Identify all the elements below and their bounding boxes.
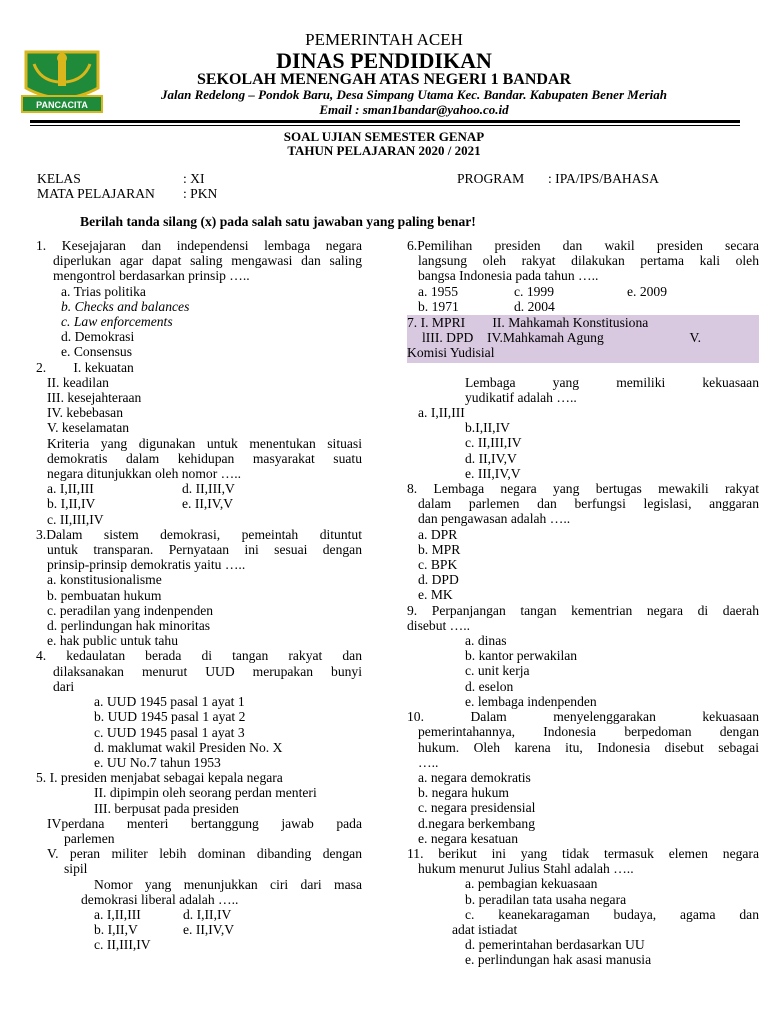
q3-text-2: untuk transparan. Pernyataan ini sesuai dengan xyxy=(47,542,362,558)
q5-item-i: 5. I. presiden menjabat sebagai kepala negara xyxy=(36,770,283,786)
q10-option-c: c. negara presidensial xyxy=(418,800,536,816)
kelas-label: KELAS xyxy=(37,171,81,186)
q11-text-2: hukum menurut Julius Stahl adalah ….. xyxy=(418,861,634,877)
q1-text-2: diperlukan agar dapat saling mengawasi dan saling xyxy=(53,253,362,269)
q4-option-e: e. UU No.7 tahun 1953 xyxy=(94,754,221,770)
q7-option-e: e. III,IV,V xyxy=(465,465,521,481)
q2-option-c: c. II,III,IV xyxy=(47,511,104,527)
q10-option-e: e. negara kesatuan xyxy=(418,830,519,846)
program-label: PROGRAM xyxy=(457,171,525,186)
program-value: : IPA/IPS/BAHASA xyxy=(548,171,659,186)
kelas-value: : XI xyxy=(183,171,205,186)
header-divider-thick xyxy=(30,120,740,123)
header-address: Jalan Redelong – Pondok Baru, Desa Simpang Utama Kec. Bandar. Kabupaten Bener Meriah xyxy=(161,87,667,102)
q3-option-e: e. hak public untuk tahu xyxy=(47,633,178,649)
header-email: Email : sman1bandar@yahoo.co.id xyxy=(319,102,509,117)
header-line-government: PEMERINTAH ACEH xyxy=(305,30,463,49)
q1-option-e: e. Consensus xyxy=(61,344,132,360)
header-divider-thin xyxy=(30,125,740,126)
q2-text-2: demokratis dalam kehidupan masyarakat suatu xyxy=(47,450,362,466)
q9-option-a: a. dinas xyxy=(465,633,507,649)
q4-option-a: a. UUD 1945 pasal 1 ayat 1 xyxy=(94,694,245,710)
q2-item-iii: III. kesejahteraan xyxy=(47,390,142,406)
q2-item-v: V. keselamatan xyxy=(47,420,130,436)
q7-option-a: a. I,II,III xyxy=(418,405,465,421)
q11-option-b: b. peradilan tata usaha negara xyxy=(465,891,627,907)
q3-text-1: 3.Dalam sistem demokrasi, pemeintah dituntut xyxy=(36,526,362,542)
exam-title: SOAL UJIAN SEMESTER GENAP xyxy=(283,129,485,144)
q10-text-2: pemerintahannya, Indonesia berpedoman dengan xyxy=(418,724,759,740)
q5-item-ii: II. dipimpin oleh seorang perdan menteri xyxy=(94,785,317,801)
q5-item-v-2: sipil xyxy=(64,861,88,877)
q3-option-a: a. konstitusionalisme xyxy=(47,572,162,588)
q2-option-e: e. II,IV,V xyxy=(182,496,234,512)
q6-text-2: langsung oleh rakyat dilakukan pertama kali oleh xyxy=(418,253,759,269)
q4-text-2: dilaksanakan menurut UUD merupakan bunyi xyxy=(53,663,362,679)
q3-text-3: prinsip-prinsip demokratis yaitu ….. xyxy=(47,557,246,573)
q1-option-a: a. Trias politika xyxy=(61,283,146,299)
q11-option-e: e. perlindungan hak asasi manusia xyxy=(465,952,652,968)
q6-option-b: b. 1971 xyxy=(418,298,459,314)
q1-text-1: 1. Kesejajaran dan independensi lembaga negara xyxy=(36,238,362,253)
q9-text-2: disebut ….. xyxy=(407,617,471,633)
q2-item-iv: IV. kebebasan xyxy=(47,405,123,421)
q4-option-c: c. UUD 1945 pasal 1 ayat 3 xyxy=(94,724,245,740)
q6-option-c: c. 1999 xyxy=(514,283,555,299)
header-school-name: SEKOLAH MENENGAH ATAS NEGERI 1 BANDAR xyxy=(196,71,572,88)
q7-text-1: Lembaga yang memiliki kekuasaan xyxy=(465,374,759,390)
q9-option-d: d. eselon xyxy=(465,678,514,694)
q8-option-a: a. DPR xyxy=(418,526,458,542)
q2-option-b: b. I,II,IV xyxy=(47,496,96,512)
mapel-label: MATA PELAJARAN xyxy=(37,186,155,201)
q6-option-a: a. 1955 xyxy=(418,283,459,299)
q3-option-b: b. pembuatan hukum xyxy=(47,587,162,603)
q6-text-1: 6.Pemilihan presiden dan wakil presiden secara xyxy=(407,238,759,253)
q5-item-v-1: V. peran militer lebih dominan dibanding dengan xyxy=(47,846,362,862)
q5-option-b: b. I,II,V xyxy=(94,922,138,938)
q2-option-a: a. I,II,III xyxy=(47,481,94,497)
q7-items-2: lIII. DPD IV.Mahkamah Agung xyxy=(422,330,604,346)
q8-option-c: c. BPK xyxy=(418,557,458,573)
q4-option-b: b. UUD 1945 pasal 1 ayat 2 xyxy=(94,709,246,725)
q5-option-e: e. II,IV,V xyxy=(183,922,235,938)
q2-item-ii: II. keadilan xyxy=(47,374,109,390)
q7-text-2: yudikatif adalah ….. xyxy=(465,389,577,405)
q10-text-1: 10. Dalam menyelenggarakan kekuasaan xyxy=(407,709,759,725)
q7-highlight-block xyxy=(407,315,759,363)
q5-option-a: a. I,II,III xyxy=(94,906,141,922)
q4-option-d: d. maklumat wakil Presiden No. X xyxy=(94,739,283,755)
q4-text-1: 4. kedaulatan berada di tangan rakyat dan xyxy=(36,648,362,664)
right-column xyxy=(407,238,759,968)
q11-option-c-1: c. keanekaragaman budaya, agama dan xyxy=(465,906,759,922)
q5-item-iii: III. berpusat pada presiden xyxy=(94,800,239,816)
logo-text: PANCACITA xyxy=(36,100,88,110)
q5-item-iv-2: parlemen xyxy=(64,830,115,846)
q2-option-d: d. II,III,V xyxy=(182,481,235,497)
q7-items-1: 7. I. MPRI II. Mahkamah Konstitusiona xyxy=(407,315,649,331)
q7-option-c: c. II,III,IV xyxy=(465,435,522,451)
q6-text-3: bangsa Indonesia pada tahun ….. xyxy=(418,268,599,284)
q1-option-b: b. Checks and balances xyxy=(61,298,190,314)
instruction: Berilah tanda silang (x) pada salah satu jawaban yang paling benar! xyxy=(80,214,476,229)
q5-option-d: d. I,II,IV xyxy=(183,906,232,922)
q7-spacer xyxy=(407,363,759,375)
q10-option-d: d.negara berkembang xyxy=(418,815,536,831)
mapel-value: : PKN xyxy=(183,186,218,201)
q5-option-c: c. II,III,IV xyxy=(94,937,151,953)
q3-option-c: c. peradilan yang indenpenden xyxy=(47,602,214,618)
q8-option-d: d. DPD xyxy=(418,572,459,588)
q10-text-4: ….. xyxy=(418,754,439,770)
q5-text-1: Nomor yang menunjukkan ciri dari masa xyxy=(94,876,362,892)
q1-option-c: c. Law enforcements xyxy=(61,314,173,330)
exam-year: TAHUN PELAJARAN 2020 / 2021 xyxy=(287,143,481,158)
q2-text-3: negara ditunjukkan oleh nomor ….. xyxy=(47,466,242,482)
q7-option-d: d. II,IV,V xyxy=(465,450,517,466)
q9-option-e: e. lembaga indenpenden xyxy=(465,693,597,709)
q7-items-3: Komisi Yudisial xyxy=(407,345,495,361)
q9-option-c: c. unit kerja xyxy=(465,663,530,679)
q9-option-b: b. kantor perwakilan xyxy=(465,648,578,664)
header-line-department: DINAS PENDIDIKAN xyxy=(276,48,492,73)
q9-text-1: 9. Perpanjangan tangan kementrian negara di daerah xyxy=(407,602,759,618)
q7-items-2b: V. xyxy=(689,330,701,346)
q10-text-3: hukum. Oleh karena itu, Indonesia disebut sebagai xyxy=(418,739,759,755)
q10-option-b: b. negara hukum xyxy=(418,785,509,801)
q5-text-2: demokrasi liberal adalah ….. xyxy=(81,891,239,907)
q2-text-1: Kriteria yang digunakan untuk menentukan situasi xyxy=(47,435,362,451)
q5-item-iv-1: IVperdana menteri bertanggung jawab pada xyxy=(47,815,362,831)
q8-option-e: e. MK xyxy=(418,587,453,603)
q8-text-2: dalam parlemen dan berfungsi legislasi, anggaran xyxy=(418,496,759,512)
q11-option-a: a. pembagian kekuasaan xyxy=(465,876,598,892)
q11-option-d: d. pemerintahan berdasarkan UU xyxy=(465,937,645,953)
q8-option-b: b. MPR xyxy=(418,541,461,557)
q8-text-3: dan pengawasan adalah ….. xyxy=(418,511,571,527)
q1-option-d: d. Demokrasi xyxy=(61,329,135,345)
q11-option-c-2: adat istiadat xyxy=(452,921,518,937)
q2-item-i: 2. I. kekuatan xyxy=(36,359,134,375)
q7-option-b: b.I,II,IV xyxy=(465,420,510,436)
q10-option-a: a. negara demokratis xyxy=(418,769,531,785)
q8-text-1: 8. Lembaga negara yang bertugas mewakili rakyat xyxy=(407,481,759,497)
left-column xyxy=(36,238,362,953)
q3-option-d: d. perlindungan hak minoritas xyxy=(47,618,211,634)
q6-option-e: e. 2009 xyxy=(627,283,668,299)
q11-text-1: 11. berikut ini yang tidak termasuk elemen negara xyxy=(407,845,759,861)
q1-text-3: mengontrol berdasarkan prinsip ….. xyxy=(53,268,250,284)
q6-option-d: d. 2004 xyxy=(514,298,555,314)
q4-text-3: dari xyxy=(53,678,75,694)
